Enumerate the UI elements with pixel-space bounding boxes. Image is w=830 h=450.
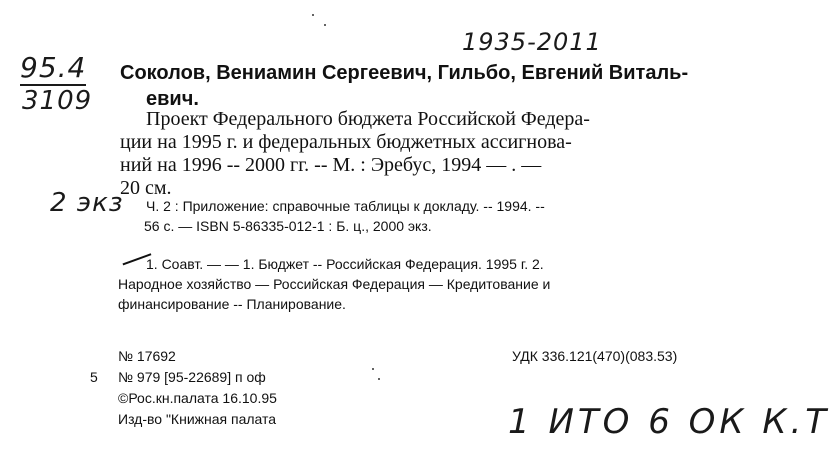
udk-code: УДК 336.121(470)(083.53) (512, 348, 678, 364)
footer-order-text: № 979 [95-22689] п оф (118, 369, 266, 385)
footer-row-number: 5 (90, 369, 98, 385)
title-line: ции на 1995 г. и федеральных бюджетных ассигнова- (120, 131, 572, 153)
handwritten-stamp: 1 ИТО 6 ОК К.Т (508, 402, 830, 442)
handwritten-copies: 2 экз (50, 188, 124, 218)
speck (324, 24, 326, 26)
volume-line: 56 с. — ISBN 5-86335-012-1 : Б. ц., 2000 экз. (144, 218, 432, 234)
subject-headings (118, 254, 718, 314)
card-footer (90, 346, 277, 430)
title-line: ний на 1996 -- 2000 гг. -- М. : Эребус, 1994 — . — (120, 154, 542, 176)
handwritten-shelf-mark-bottom: 3109 (22, 86, 93, 116)
title-line: Проект Федерального бюджета Российской Федера- (146, 108, 590, 130)
author-line-2: евич. (146, 88, 199, 110)
volume-block (146, 196, 716, 236)
footer-order-line (90, 367, 277, 388)
subject-line: финансирование -- Планирование. (118, 296, 346, 312)
speck (378, 378, 380, 380)
subject-line: 1. Соавт. — — 1. Бюджет -- Российская Федерация. 1995 г. 2. (146, 256, 544, 272)
speck (312, 14, 314, 16)
handwritten-years: 1935-2011 (462, 28, 602, 56)
handwritten-shelf-mark-top: 95.4 (20, 51, 87, 84)
footer-publisher: Изд-во "Книжная палата (118, 411, 277, 427)
author-line-1: Соколов, Вениамин Сергеевич, Гильбо, Евгений Виталь- (120, 62, 689, 84)
footer-copyright: ©Рос.кн.палата 16.10.95 (118, 390, 277, 406)
footer-registration-number: № 17692 (118, 348, 176, 364)
volume-line: Ч. 2 : Приложение: справочные таблицы к докладу. -- 1994. -- (146, 198, 545, 214)
title-block (120, 108, 720, 200)
author-heading (120, 60, 720, 112)
title-line: 20 см. (120, 177, 172, 199)
subject-line: Народное хозяйство — Российская Федерация — Кредитование и (118, 276, 551, 292)
speck (372, 368, 374, 370)
